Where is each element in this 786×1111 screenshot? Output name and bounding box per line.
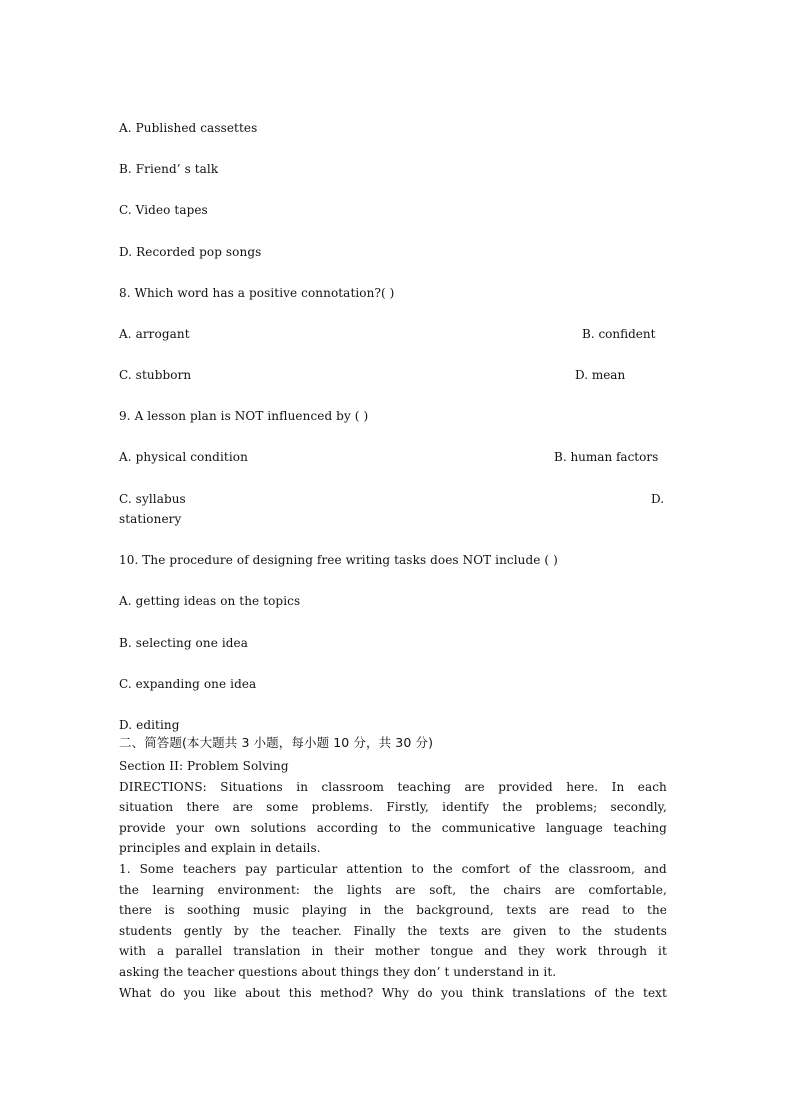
q10-stem: 10. The procedure of designing free writing tasks does NOT include ( )	[119, 553, 558, 567]
word: students	[613, 924, 667, 938]
directions-line-3	[119, 821, 667, 836]
q9-option-a: A. physical condition	[119, 450, 248, 464]
word: text	[643, 986, 667, 1000]
word: in	[311, 944, 324, 958]
word: are	[395, 883, 416, 897]
word: translation	[233, 944, 301, 958]
q1-line-1	[119, 862, 667, 877]
q1-line-5	[119, 944, 667, 959]
q1-line-2	[119, 883, 667, 898]
word: each	[637, 780, 667, 794]
word: students	[119, 924, 173, 938]
word: are	[548, 903, 570, 917]
directions-line-4: principles and explain in details.	[119, 841, 321, 855]
word: do	[417, 986, 433, 1000]
word: attention	[346, 862, 403, 876]
word: environment:	[217, 883, 301, 897]
word: Firstly,	[386, 800, 429, 814]
word: teacher.	[292, 924, 342, 938]
q8-option-d: D. mean	[575, 368, 626, 382]
word: Finally	[353, 924, 396, 938]
word: about	[245, 986, 281, 1000]
word: like	[214, 986, 237, 1000]
word: they	[518, 944, 545, 958]
word: work	[555, 944, 587, 958]
word: soothing	[187, 903, 241, 917]
q10-option-b: B. selecting one idea	[119, 636, 248, 650]
word: teaching	[613, 821, 667, 835]
word: to	[411, 862, 424, 876]
word: is	[164, 903, 175, 917]
word: solutions	[250, 821, 307, 835]
word: teaching	[397, 780, 452, 794]
word: given	[512, 924, 547, 938]
word: your	[176, 821, 205, 835]
word: In	[611, 780, 625, 794]
word: language	[545, 821, 603, 835]
directions-line-1	[119, 780, 667, 795]
word: are	[554, 883, 575, 897]
word: the	[407, 924, 428, 938]
word: provide	[119, 821, 166, 835]
word: the	[432, 862, 453, 876]
q8-option-c: C. stubborn	[119, 368, 192, 382]
q8-option-b: B. confident	[582, 327, 656, 341]
word: there	[186, 800, 220, 814]
q1-line-3	[119, 903, 667, 918]
word: problems;	[535, 800, 598, 814]
q10-option-a: A. getting ideas on the topics	[119, 594, 301, 608]
word: through	[597, 944, 648, 958]
word: gently	[183, 924, 223, 938]
word: lights	[347, 883, 382, 897]
q7-option-d: D. Recorded pop songs	[119, 245, 262, 259]
word: texts	[506, 903, 537, 917]
word: the	[539, 862, 560, 876]
word: parallel	[175, 944, 223, 958]
word: own	[214, 821, 241, 835]
word: Why	[381, 986, 409, 1000]
word: in	[359, 903, 372, 917]
q1-question	[119, 986, 667, 1001]
word: to	[388, 821, 401, 835]
word: are	[464, 780, 485, 794]
word: the	[383, 903, 404, 917]
word: are	[480, 924, 502, 938]
word: and	[484, 944, 508, 958]
word: communicative	[441, 821, 536, 835]
word: music	[252, 903, 290, 917]
word: method?	[320, 986, 374, 1000]
word: chairs	[503, 883, 542, 897]
word: do	[159, 986, 176, 1000]
word: tongue	[430, 944, 474, 958]
word: What	[119, 986, 152, 1000]
q1-line-4	[119, 924, 667, 939]
word: texts	[439, 924, 470, 938]
word: identify	[442, 800, 490, 814]
word: comfort	[461, 862, 510, 876]
word: the	[313, 883, 334, 897]
word: and	[643, 862, 667, 876]
word: the	[119, 883, 139, 897]
word: 1.	[119, 862, 131, 876]
word: in	[296, 780, 309, 794]
q7-option-a: A. Published cassettes	[119, 121, 258, 135]
word: their	[334, 944, 364, 958]
word: secondly,	[610, 800, 667, 814]
word: mother	[374, 944, 420, 958]
word: to	[622, 903, 635, 917]
word: the	[260, 924, 281, 938]
q8-stem: 8. Which word has a positive connotation?( )	[119, 286, 395, 300]
section2-heading: 二、简答题(本大题共 3 小题，每小题 10 分，共 30 分)	[119, 735, 434, 750]
word: Situations	[220, 780, 283, 794]
word: the	[469, 883, 490, 897]
q9-option-b: B. human factors	[554, 450, 659, 464]
word: provided	[498, 780, 553, 794]
word: classroom	[321, 780, 384, 794]
word: some	[266, 800, 299, 814]
word: the	[502, 800, 523, 814]
word: teachers	[182, 862, 237, 876]
word: you	[183, 986, 206, 1000]
word: of	[594, 986, 607, 1000]
word: pay	[245, 862, 268, 876]
word: here.	[566, 780, 599, 794]
word: comfortable,	[588, 883, 667, 897]
word: the	[411, 821, 432, 835]
section2-title: Section II: Problem Solving	[119, 759, 289, 773]
q7-option-c: C. Video tapes	[119, 203, 208, 217]
word: it	[658, 944, 667, 958]
word: DIRECTIONS:	[119, 780, 207, 794]
q8-option-a: A. arrogant	[119, 327, 190, 341]
word: the	[582, 924, 603, 938]
word: think	[471, 986, 504, 1000]
word: you	[441, 986, 464, 1000]
word: the	[614, 986, 635, 1000]
word: there	[119, 903, 152, 917]
word: translations	[512, 986, 586, 1000]
word: of	[518, 862, 531, 876]
q9-stem: 9. A lesson plan is NOT influenced by ( )	[119, 409, 369, 423]
word: by	[234, 924, 249, 938]
word: read	[581, 903, 610, 917]
word: particular	[276, 862, 338, 876]
word: according	[316, 821, 379, 835]
word: soft,	[429, 883, 457, 897]
word: with	[119, 944, 147, 958]
q9-option-d-label: D.	[651, 492, 665, 506]
word: problems.	[311, 800, 374, 814]
word: the	[647, 903, 667, 917]
word: playing	[301, 903, 348, 917]
word: are	[232, 800, 253, 814]
word: to	[558, 924, 571, 938]
word: background,	[416, 903, 494, 917]
word: this	[288, 986, 312, 1000]
q9-option-c: C. syllabus	[119, 492, 186, 506]
word: classroom,	[568, 862, 635, 876]
q7-option-b: B. Friend’ s talk	[119, 162, 219, 176]
word: a	[157, 944, 165, 958]
q9-option-d-text: stationery	[119, 512, 182, 526]
word: Some	[139, 862, 174, 876]
q10-option-c: C. expanding one idea	[119, 677, 257, 691]
q1-line-6: asking the teacher questions about things they don’ t understand in it.	[119, 965, 557, 979]
word: learning	[152, 883, 205, 897]
directions-line-2	[119, 800, 667, 815]
word: situation	[119, 800, 174, 814]
q10-option-d: D. editing	[119, 718, 180, 732]
